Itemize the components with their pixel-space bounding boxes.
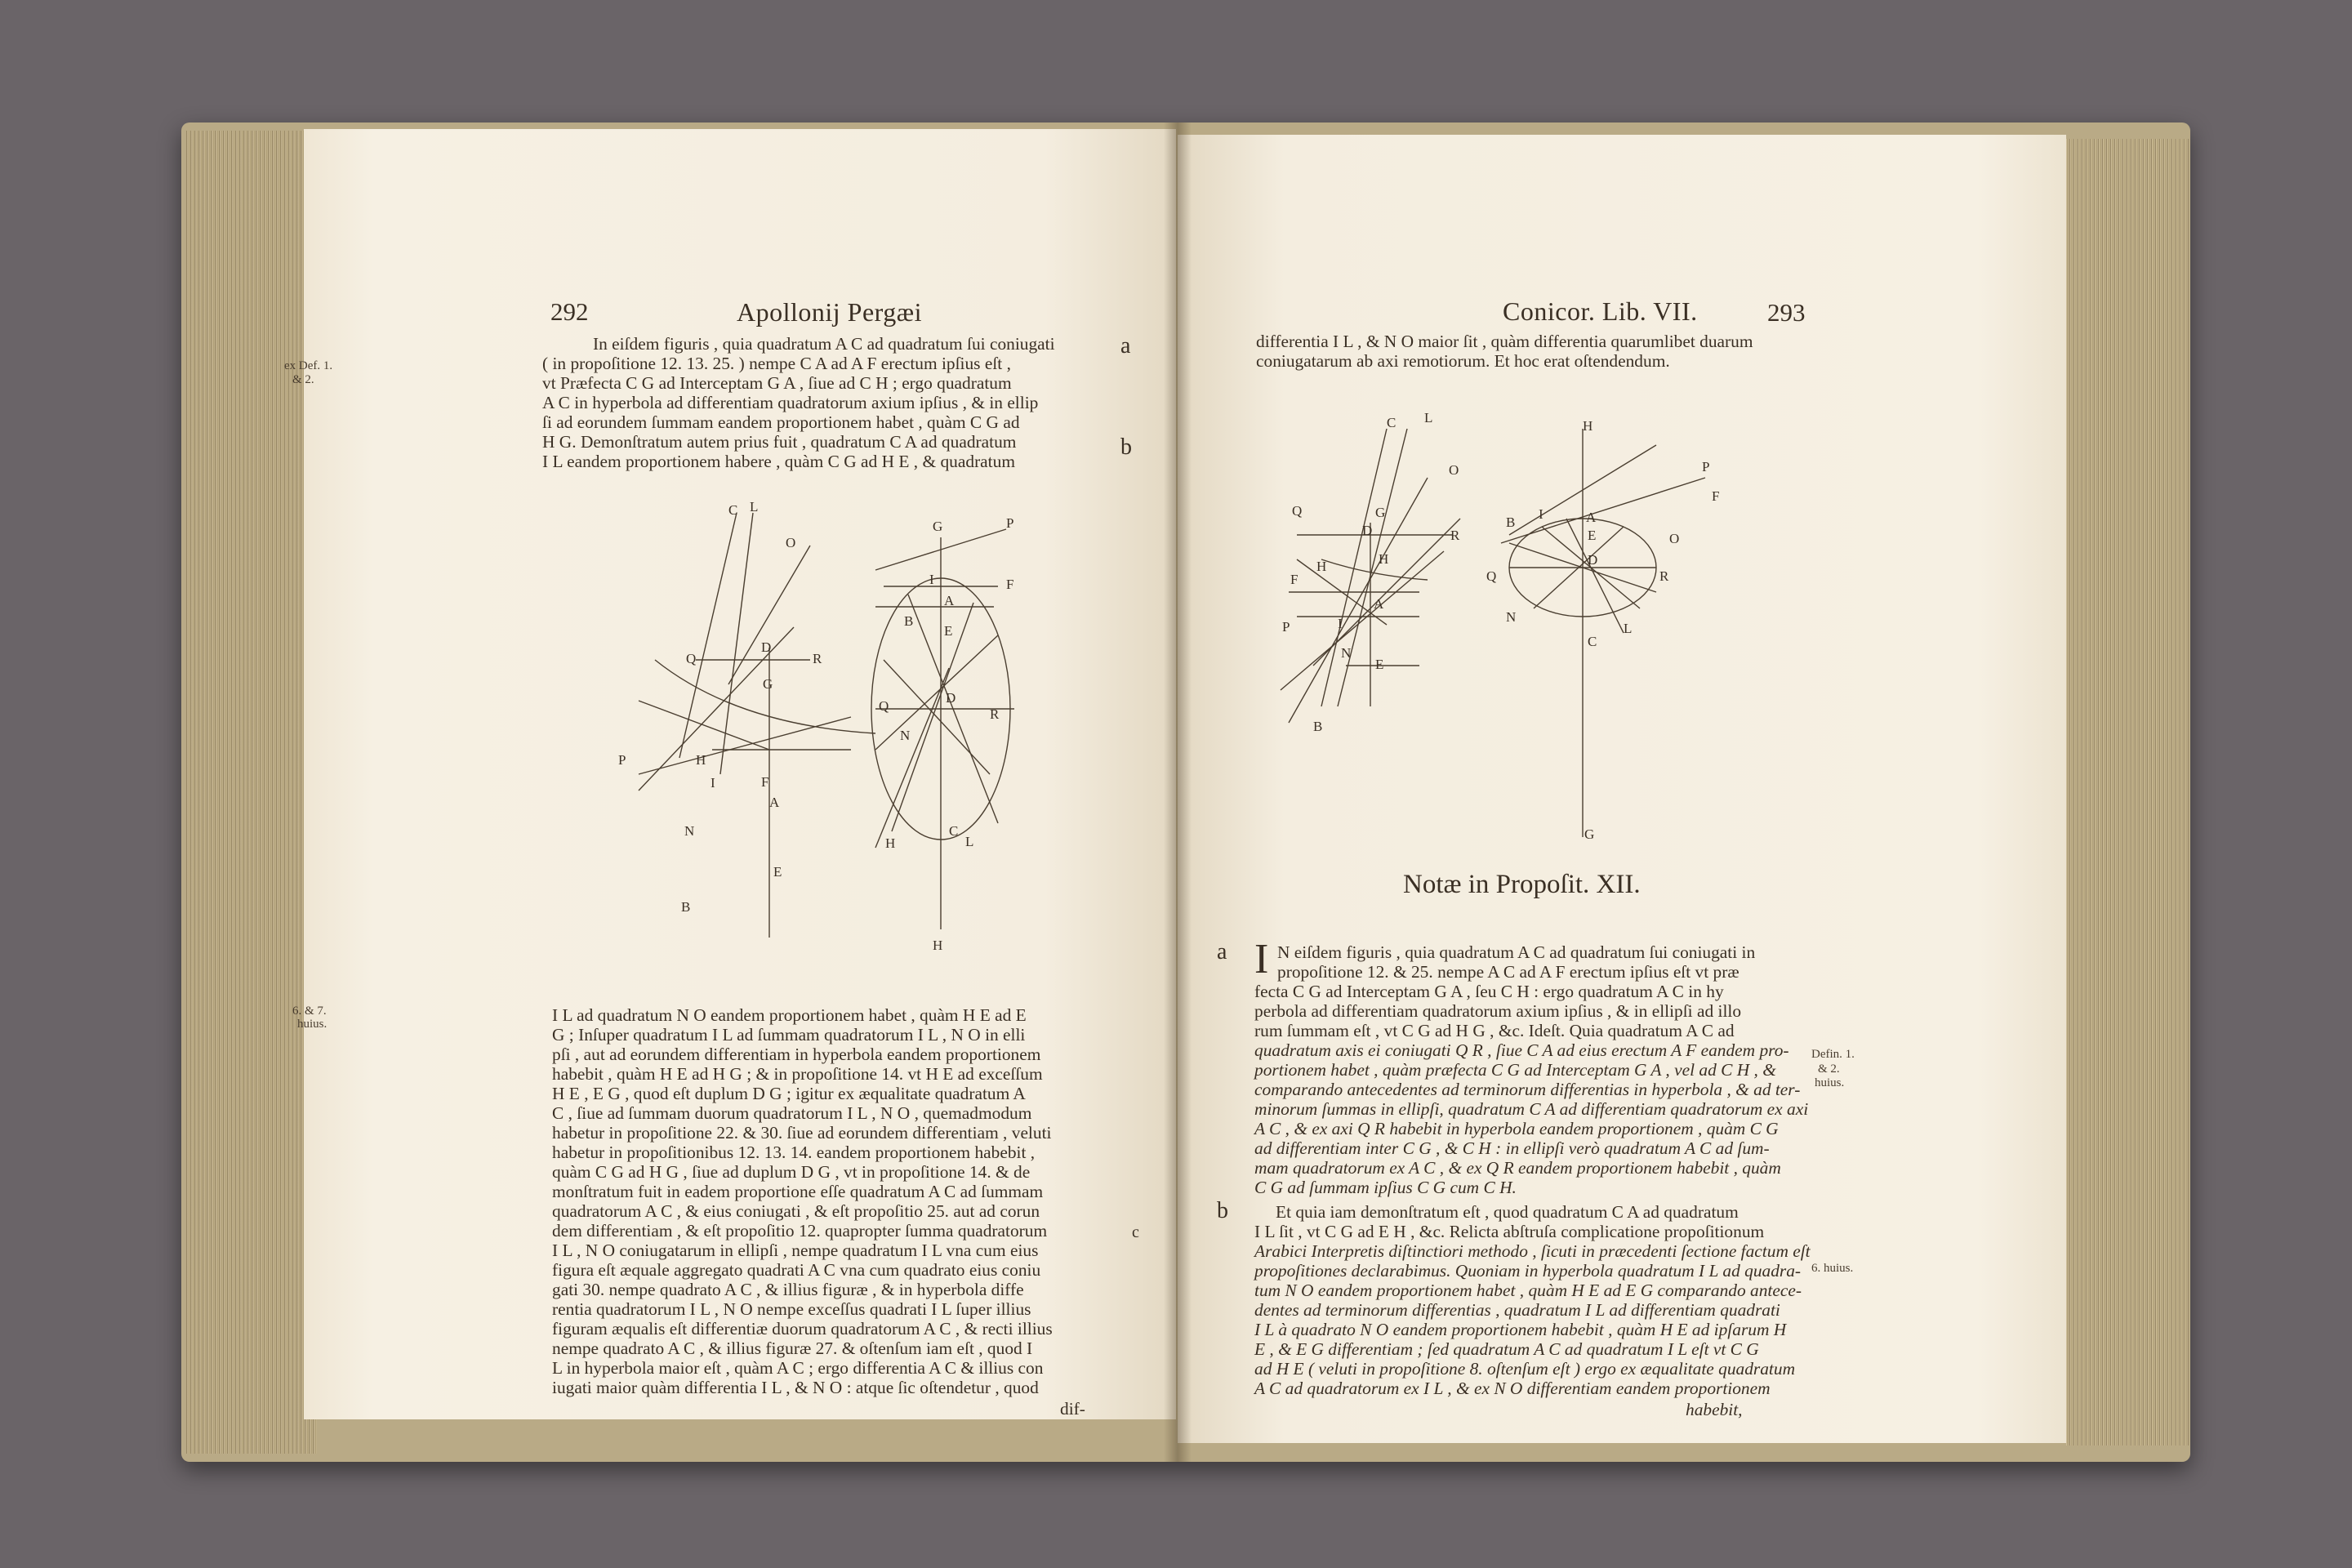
- text-line: ( in propoſitione 12. 13. 25. ) nempe C A ad A F erectum ipſius eſt ,: [542, 354, 1011, 373]
- text-line: quàm C G ad H G , ſiue ad duplum D G , vt in propoſitione 14. & de: [552, 1162, 1031, 1182]
- figure-label: C: [728, 502, 738, 518]
- text-line: dentes ad terminorum differentias , quadratum I L ad differentiam quadrati: [1254, 1300, 1780, 1320]
- left-page-edges: [186, 131, 317, 1454]
- text-line: H G. Demonſtratum autem prius fuit , quadratum C A ad quadratum: [542, 432, 1017, 452]
- text-line: habetur in propoſitione 22. & 30. ſiue ad eorundem differentiam , veluti: [552, 1123, 1052, 1143]
- running-head: Conicor. Lib. VII.: [1503, 296, 1698, 326]
- figure-label: H: [885, 835, 896, 851]
- figure-label: I: [929, 572, 934, 587]
- figure-label: L: [1424, 410, 1433, 425]
- margin-note: huius.: [297, 1018, 327, 1031]
- text-line: A C , & ex axi Q R habebit in hyperbola eandem proportionem , quàm C G: [1254, 1119, 1779, 1138]
- text-line: rum ſummam eſt , vt C G ad H G , &c. Ideſt. Quia quadratum A C ad: [1254, 1021, 1735, 1040]
- margin-note: huius.: [1815, 1076, 1845, 1089]
- text-line: propoſitiones declarabimus. Quoniam in hyperbola quadratum I L ad quadra-: [1254, 1261, 1802, 1281]
- figure-label: H: [933, 938, 943, 953]
- figure-label: O: [1669, 531, 1680, 546]
- margin-note: 6. huius.: [1811, 1262, 1854, 1275]
- text-line: I L , N O coniugatarum in ellipſi , nempe quadratum I L vna cum eius: [552, 1241, 1039, 1260]
- text-line: Arabici Interpretis diſtinctiori methodo , ſicuti in præcedenti ſectione factum eſt: [1254, 1241, 1811, 1261]
- text-line: perbola ad differentiam quadratorum axium ipſius , & in ellipſi ad illo: [1254, 1001, 1742, 1021]
- text-line: gati 30. nempe quadrato A C , & illius figuræ , & in hyperbola diffe: [552, 1280, 1024, 1299]
- figure-label: G: [1584, 826, 1595, 842]
- right-page-edges: [2066, 139, 2189, 1446]
- figure-label: G: [763, 676, 773, 692]
- figure-label: F: [1006, 577, 1014, 592]
- catchword: dif-: [1060, 1399, 1085, 1419]
- figure-label: D: [1588, 552, 1598, 568]
- book-gutter: [1164, 122, 1192, 1462]
- figure-label: I: [1539, 506, 1544, 522]
- figure-label: R: [990, 706, 1000, 722]
- page-number: 293: [1767, 298, 1806, 327]
- text-line: I L ad quadratum N O eandem proportionem habet , quàm H E ad E: [552, 1005, 1027, 1025]
- figure-label: E: [1375, 657, 1384, 672]
- text-line: C , ſiue ad ſummam duorum quadratorum I L , N O , quemadmodum: [552, 1103, 1032, 1123]
- text-line: differentia I L , & N O maior ſit , quàm differentia quarumlibet duarum: [1256, 332, 1753, 351]
- figure-label: E: [944, 623, 953, 639]
- margin-letter: a: [1217, 939, 1227, 964]
- figure-label: F: [761, 774, 769, 790]
- text-line: C G ad ſummam ipſius C G cum C H.: [1254, 1178, 1517, 1197]
- figure-label: N: [1341, 645, 1352, 661]
- drop-cap: I: [1254, 936, 1269, 982]
- text-line: N eiſdem figuris , quia quadratum A C ad quadratum ſui coniugati in: [1277, 942, 1756, 962]
- figure-label: L: [1624, 621, 1633, 636]
- text-line: fecta C G ad Interceptam G A , ſeu C H : ergo quadratum A C in hy: [1254, 982, 1724, 1001]
- figure-label: D: [946, 690, 956, 706]
- figure-label: P: [1006, 515, 1014, 531]
- right-page: [1178, 135, 2066, 1443]
- text-line: quadratorum A C , & eius coniugati , & eſt propoſitio 25. aut ad corun: [552, 1201, 1040, 1221]
- figure-label: F: [1712, 488, 1720, 504]
- text-line: vt Præfecta C G ad Interceptam G A , ſiue ad C H ; ergo quadratum: [542, 373, 1012, 393]
- text-line: In eiſdem figuris , quia quadratum A C ad quadratum ſui coniugati: [593, 334, 1055, 354]
- text-line: H E , E G , quod eſt duplum D G ; igitur ex æqualitate quadratum A: [552, 1084, 1026, 1103]
- text-line: ſi ad eorundem ſummam eandem proportionem habet , quàm C G ad: [542, 412, 1020, 432]
- figure-label: H: [696, 752, 706, 768]
- text-line: habebit , quàm H E ad H G ; & in propoſitione 14. vt H E ad exceſſum: [552, 1064, 1043, 1084]
- figure-label: H: [1583, 418, 1593, 434]
- text-line: Et quia iam demonſtratum eſt , quod quadratum C A ad quadratum: [1276, 1202, 1739, 1222]
- text-line: comparando antecedentes ad terminorum differentias in hyperbola , & ad ter-: [1254, 1080, 1801, 1099]
- text-line: G ; Inſuper quadratum I L ad ſummam quadratorum I L , N O in elli: [552, 1025, 1026, 1045]
- figure-label: N: [900, 728, 911, 743]
- left-page: [284, 129, 1176, 1419]
- figure-label: R: [813, 651, 822, 666]
- notes-heading: Notæ in Propoſit. XII.: [1403, 870, 1641, 899]
- margin-note: ex Def. 1.: [284, 359, 333, 372]
- margin-note: Defin. 1.: [1811, 1048, 1855, 1061]
- figure-label: N: [684, 823, 695, 839]
- figure-label: E: [773, 864, 782, 880]
- running-head: Apollonij Pergæi: [737, 297, 922, 327]
- figure-label: N: [1506, 609, 1517, 625]
- margin-note: 6. & 7.: [292, 1004, 327, 1018]
- text-line: minorum ſummas in ellipſi, quadratum C A ad differentiam quadratorum ex axi: [1254, 1099, 1809, 1119]
- margin-letter: a: [1120, 333, 1131, 359]
- figure-label: R: [1659, 568, 1669, 584]
- figure-label: E: [1588, 528, 1597, 543]
- figure-label: O: [1449, 462, 1459, 478]
- text-line: mam quadratorum ex A C , & ex Q R eandem proportionem habebit , quàm: [1254, 1158, 1781, 1178]
- text-line: E , & E G differentiam ; ſed quadratum A C ad quadratum I L eſt vt C G: [1254, 1339, 1759, 1359]
- text-line: monſtratum fuit in eadem proportione eſſe quadratum A C ad ſummam: [552, 1182, 1044, 1201]
- figure-label: G: [1375, 505, 1386, 520]
- margin-letter: b: [1217, 1198, 1228, 1223]
- figure-label: A: [944, 593, 955, 608]
- figure-label: B: [904, 613, 914, 629]
- text-line: rentia quadratorum I L , N O nempe exceſſus quadrati I L ſuper illius: [552, 1299, 1031, 1319]
- figure-label: Q: [686, 651, 697, 666]
- figure-label: Q: [879, 698, 889, 714]
- figure-label: I: [1338, 616, 1343, 631]
- text-line: nempe quadrato A C , & illius figuræ 27. & oſtenſum iam eſt , quod I: [552, 1339, 1033, 1358]
- figure-label: D: [761, 639, 772, 655]
- text-line: I L eandem proportionem habere , quàm C G ad H E , & quadratum: [542, 452, 1015, 471]
- text-line: habetur in propoſitionibus 12. 13. 14. eandem proportionem habebit ,: [552, 1143, 1036, 1162]
- text-line: ad H E ( veluti in propoſitione 8. oſtenſum eſt ) ergo ex æqualitate quadratum: [1254, 1359, 1796, 1379]
- text-line: figura eſt æquale aggregato quadrati A C vna cum quadrato eius coniu: [552, 1260, 1041, 1280]
- figure-label: R: [1450, 528, 1460, 543]
- text-line: ad differentiam inter C G , & C H : in ellipſi verò quadratum A C ad ſum-: [1254, 1138, 1770, 1158]
- text-line: iugati maior quàm differentia I L , & N O : atque ſic oſtendetur , quod: [552, 1378, 1039, 1397]
- text-line: dem differentiam , & eſt propoſitio 12. quapropter ſumma quadratorum: [552, 1221, 1048, 1241]
- figure-label: A: [1586, 510, 1597, 525]
- text-line: L in hyperbola maior eſt , quàm A C ; ergo differentia A C & illius con: [552, 1358, 1044, 1378]
- text-line: coniugatarum ab axi remotiorum. Et hoc erat oſtendendum.: [1256, 351, 1670, 371]
- figure-label: P: [1282, 619, 1290, 635]
- text-line: tum N O eandem proportionem habet , quàm H E ad E G comparando antece-: [1254, 1281, 1802, 1300]
- text-line: pſi , aut ad eorundem differentiam in hyperbola eandem proportionem: [552, 1045, 1041, 1064]
- text-line: I L à quadrato N O eandem proportionem habebit , quàm H E ad ipſarum H: [1254, 1320, 1787, 1339]
- text-line: figuram æqualis eſt differentiæ duorum quadratorum A C , & recti illius: [552, 1319, 1053, 1339]
- figure-label: B: [1313, 719, 1323, 734]
- page-number: 292: [550, 297, 589, 326]
- text-line: A C ad quadratorum ex I L , & ex N O differentiam eandem proportionem: [1254, 1379, 1771, 1398]
- text-line: quadratum axis ei coniugati Q R , ſiue C A ad eius erectum A F eandem pro-: [1254, 1040, 1789, 1060]
- figure-label: Q: [1486, 568, 1497, 584]
- text-line: portionem habet , quàm præfecta C G ad Interceptam G A , vel ad C H , &: [1254, 1060, 1776, 1080]
- figure-label: O: [786, 535, 796, 550]
- figure-label: D: [1362, 523, 1373, 538]
- margin-letter: b: [1120, 434, 1132, 460]
- geometric-figure: [1264, 412, 1754, 862]
- figure-label: P: [618, 752, 626, 768]
- figure-label: H: [1379, 551, 1389, 567]
- text-line: I L ſit , vt C G ad E H , &c. Relicta abſtruſa complicatione propoſitionum: [1254, 1222, 1765, 1241]
- geometric-figure: [606, 499, 1080, 962]
- figure-label: F: [1290, 572, 1298, 587]
- margin-note: & 2.: [1818, 1062, 1840, 1076]
- text-line: propoſitione 12. & 25. nempe A C ad A F erectum ipſius eſt vt præ: [1277, 962, 1740, 982]
- margin-letter: c: [1132, 1223, 1139, 1241]
- figure-label: C: [1588, 634, 1597, 649]
- figure-label: L: [750, 499, 759, 514]
- catchword: habebit,: [1686, 1400, 1743, 1419]
- text-line: A C in hyperbola ad differentiam quadratorum axium ipſius , & in ellip: [542, 393, 1039, 412]
- figure-label: Q: [1292, 503, 1303, 519]
- margin-note: & 2.: [292, 373, 314, 386]
- figure-label: G: [933, 519, 943, 534]
- figure-label: C: [1387, 415, 1396, 430]
- figure-label: B: [681, 899, 691, 915]
- figure-label: P: [1702, 459, 1710, 474]
- figure-label: B: [1506, 514, 1516, 530]
- figure-label: H: [1316, 559, 1327, 574]
- figure-label: A: [769, 795, 780, 810]
- figure-label: A: [1374, 596, 1384, 612]
- figure-label: C: [949, 823, 959, 839]
- figure-label: I: [710, 775, 715, 791]
- figure-label: L: [965, 834, 974, 849]
